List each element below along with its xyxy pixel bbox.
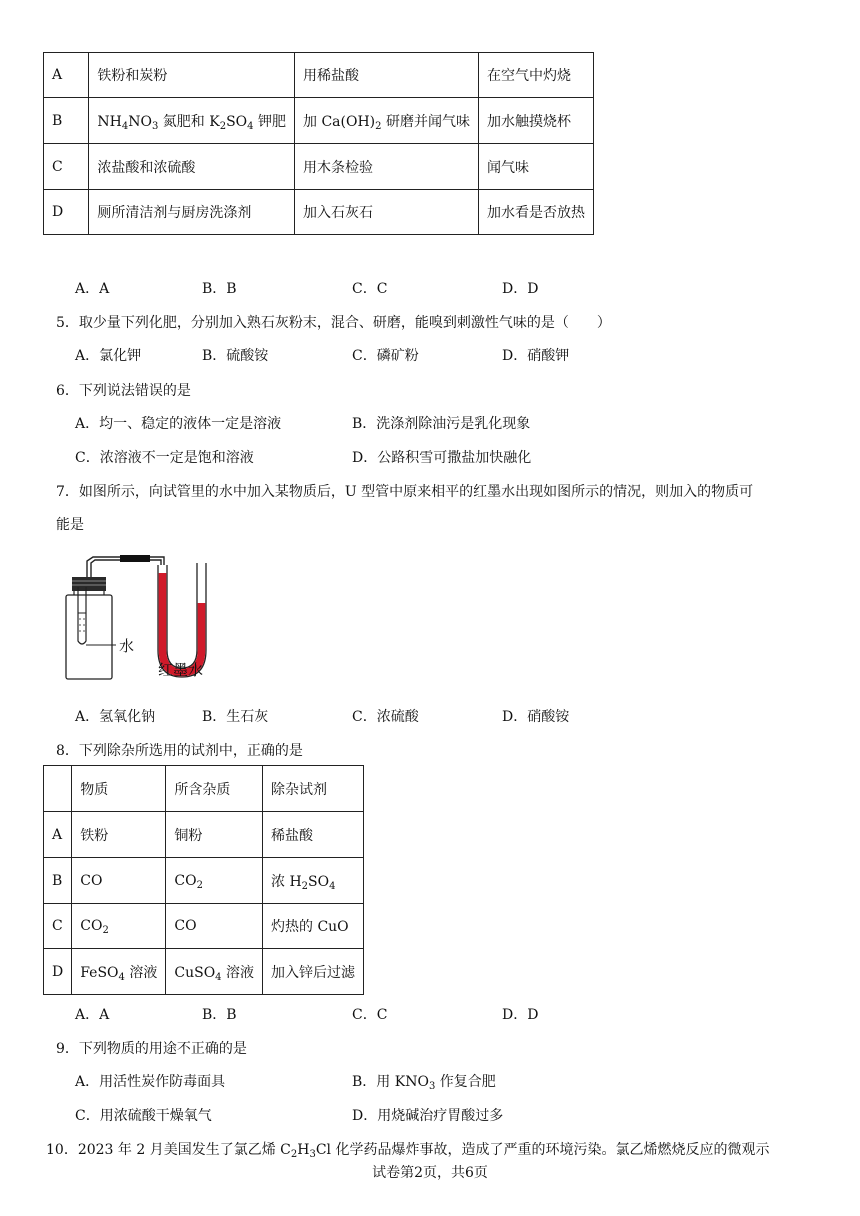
option-b[interactable]: B．用 $KNO_3$ 作复合肥 <box>352 1074 496 1092</box>
table-cell: FeSO$_4$ 溶液 <box>72 949 166 995</box>
table-cell: 加水看是否放热 <box>479 190 594 235</box>
table-cell: 在空气中灼烧 <box>479 53 594 98</box>
table-cell: $CO_2$ <box>166 858 263 904</box>
question-5-stem: 5．取少量下列化肥，分别加入熟石灰粉末，混合、研磨，能嗅到刺激性气味的是（ ） <box>56 315 611 331</box>
option-d[interactable]: D．D <box>502 281 539 297</box>
table-row <box>44 949 364 995</box>
table-row <box>44 858 364 904</box>
table-cell: CuSO$_4$ 溶液 <box>166 949 263 995</box>
question-6-stem: 6．下列说法错误的是 <box>56 383 191 399</box>
table-cell: 灼热的 CuO <box>263 904 364 949</box>
question-10-stem: 10．2023 年 2 月美国发生了氯乙烯 $C_2H_3Cl$ 化学药品爆炸事故，造成了严重的环境污染。氯乙烯燃烧反应的微观示 <box>46 1142 770 1160</box>
table-cell: 稀盐酸 <box>263 812 364 858</box>
header-cell <box>44 766 72 812</box>
table-cell: $CO_2$ <box>72 904 166 949</box>
option-b[interactable]: B．硫酸铵 <box>202 348 269 364</box>
table-cell: 加水触摸烧杯 <box>479 98 594 144</box>
identification-table <box>43 52 594 235</box>
option-d[interactable]: D．D <box>502 1007 539 1023</box>
table-cell: $NH_4NO_3$ 氮肥和 $K_2SO_4$ 钾肥 <box>89 98 295 144</box>
question-7-stem-line2: 能是 <box>56 517 84 533</box>
option-a[interactable]: A．氢氧化钠 <box>75 709 156 725</box>
option-b[interactable]: B．洗涤剂除油污是乳化现象 <box>352 416 531 432</box>
header-cell: 物质 <box>72 766 166 812</box>
row-label: D <box>44 949 72 995</box>
option-d[interactable]: D．硝酸铵 <box>502 709 570 725</box>
table-row <box>44 53 594 98</box>
table-row <box>44 904 364 949</box>
option-c[interactable]: C．C <box>352 1007 388 1023</box>
row-label: C <box>44 904 72 949</box>
table-row <box>44 190 594 235</box>
option-d[interactable]: D．硝酸钾 <box>502 348 570 364</box>
table-cell: 铁粉和炭粉 <box>89 53 295 98</box>
table-cell: 用木条检验 <box>295 144 479 190</box>
option-b[interactable]: B．生石灰 <box>202 709 269 725</box>
table-cell: 加入石灰石 <box>295 190 479 235</box>
table-cell: CO <box>166 904 263 949</box>
option-b[interactable]: B．B <box>202 281 237 297</box>
header-cell: 除杂试剂 <box>263 766 364 812</box>
option-c[interactable]: C．用浓硫酸干燥氧气 <box>75 1108 212 1124</box>
table-row <box>44 98 594 144</box>
impurity-removal-table <box>43 765 364 995</box>
row-label: B <box>44 98 89 144</box>
red-ink-label: 红墨水 <box>158 661 204 679</box>
option-d[interactable]: D．用烧碱治疗胃酸过多 <box>352 1108 504 1124</box>
option-c[interactable]: C．C <box>352 281 388 297</box>
row-label: C <box>44 144 89 190</box>
table-cell: 厕所清洁剂与厨房洗涤剂 <box>89 190 295 235</box>
u-tube-apparatus-figure <box>60 555 220 685</box>
table-cell: 铜粉 <box>166 812 263 858</box>
table-cell: 闻气味 <box>479 144 594 190</box>
option-a[interactable]: A．氯化钾 <box>75 348 142 364</box>
water-label: 水 <box>119 637 135 655</box>
table-cell: 加入锌后过滤 <box>263 949 364 995</box>
header-cell: 所含杂质 <box>166 766 263 812</box>
row-label: D <box>44 190 89 235</box>
question-8-stem: 8．下列除杂所选用的试剂中，正确的是 <box>56 743 303 759</box>
table-header-row <box>44 766 364 812</box>
option-c[interactable]: C．磷矿粉 <box>352 348 419 364</box>
option-b[interactable]: B．B <box>202 1007 237 1023</box>
table-cell: 浓盐酸和浓硫酸 <box>89 144 295 190</box>
table-row <box>44 812 364 858</box>
table-cell: 浓 $H_2SO_4$ <box>263 858 364 904</box>
table-cell: 铁粉 <box>72 812 166 858</box>
table-row <box>44 144 594 190</box>
row-label: A <box>44 53 89 98</box>
row-label: A <box>44 812 72 858</box>
option-c[interactable]: C．浓硫酸 <box>352 709 419 725</box>
row-label: B <box>44 858 72 904</box>
option-a[interactable]: A．A <box>75 281 110 297</box>
table-cell: 用稀盐酸 <box>295 53 479 98</box>
option-d[interactable]: D．公路积雪可撒盐加快融化 <box>352 450 532 466</box>
question-9-stem: 9．下列物质的用途不正确的是 <box>56 1041 247 1057</box>
option-a[interactable]: A．均一、稳定的液体一定是溶液 <box>75 416 282 432</box>
option-c[interactable]: C．浓溶液不一定是饱和溶液 <box>75 450 254 466</box>
table-cell: 加 $Ca(OH)_2$ 研磨并闻气味 <box>295 98 479 144</box>
option-a[interactable]: A．用活性炭作防毒面具 <box>75 1074 226 1090</box>
option-a[interactable]: A．A <box>75 1007 110 1023</box>
table-cell: CO <box>72 858 166 904</box>
page-footer: 试卷第2页，共6页 <box>372 1165 488 1181</box>
question-7-stem-line1: 7．如图所示，向试管里的水中加入某物质后，U 型管中原来相平的红墨水出现如图所示的情况，则加入的物质可 <box>56 484 754 500</box>
